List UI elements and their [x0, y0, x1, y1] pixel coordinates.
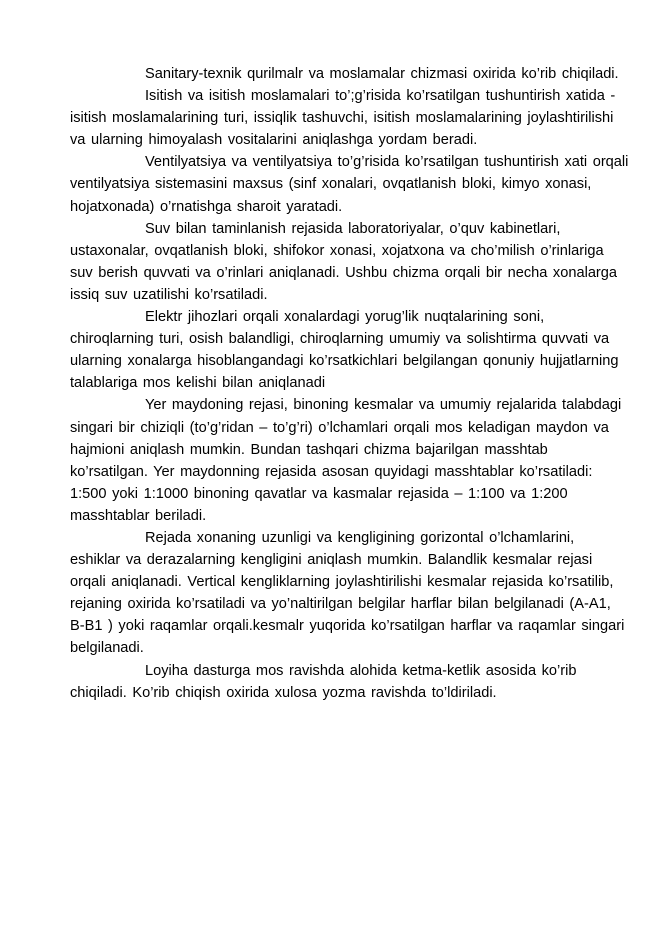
paragraph-sanitary: Sanitary-texnik qurilmalr va moslamalar chizmasi oxirida ko’rib chiqiladi.: [145, 66, 619, 82]
paragraph-water-supply: Suv bilan taminlanish rejasida laboratoriyalar, o’quv kabinetlari, ustaxonalar, ovqatlanish bloki, shifokor xonasi, xojatxona va cho’milish o’rinlariga suv berish quvvati va o’rinlari aniqlanadi. Ushbu chizma orqali bir necha xonalarga issiq suv uzatilishi ko’rsatiladi.: [70, 220, 618, 303]
paragraph-ventilation: Ventilyatsiya va ventilyatsiya to’g’risida ko’rsatilgan tushuntirish xati orqali ventilyatsiya sistemasini maxsus (sinf xonalari, ovqatlanish bloki, kimyo xonasi, hojatxonada) o’rnatishga sharoit yaratadi.: [70, 154, 629, 215]
document-page: [70, 63, 630, 704]
paragraph-project-review: Loyiha dasturga mos ravishda alohida ketma-ketlik asosida ko’rib chiqiladi. Ko’rib chiqish oxirida xulosa yozma ravishda to’ldiriladi.: [70, 662, 577, 701]
paragraph-site-plan: Yer maydoning rejasi, binoning kesmalar va umumiy rejalarida talabdagi singari bir chiziqli (to’g’ridan – to’g’ri) o’lchamlari orqali mos keladigan maydon va hajmioni aniqlash mumkin. Bundan tashqari chizma bajarilgan masshtab ko’rsatilgan. Yer maydonning rejasida asosan quyidagi masshtablar ko’rsatiladi: 1:500 yoki 1:1000 binoning qavatlar va kasmalar rejasida – 1:100 va 1:200 masshtablar beriladi.: [70, 397, 622, 524]
paragraph-heating: Isitish va isitish moslamalari to’;g’risida ko’rsatilgan tushuntirish xatida - isitish moslamalarining turi, issiqlik tashuvchi, isitish moslamalarining joylashtirilishi va ularning himoyalash vositalarini aniqlashga yordam beradi.: [70, 88, 616, 149]
paragraph-electrical: Elektr jihozlari orqali xonalardagi yorug’lik nuqtalarining soni, chiroqlarning turi, osish balandligi, chiroqlarning umumiy va solishtirma quvvati va ularning xonalarga hisoblangandagi ko’rsatkichlari belgilangan qonuniy hujjatlarning talablariga mos kelishi bilan aniqlanadi: [70, 309, 619, 392]
paragraph-room-plan: Rejada xonaning uzunligi va kengligining gorizontal o’lchamlarini, eshiklar va derazalarning kengligini aniqlash mumkin. Balandlik kesmalar rejasi orqali aniqlanadi. Vertical kengliklarning joylashtirilishi kesmalar rejasida ko’rsatilib, rejaning oxirida ko’rsatiladi va yo’naltirilgan belgilar harflar bilan belgilanadi (A-A1, B-B1 ) yoki raqamlar orqali.kesmalr yuqorida ko’rsatilgan harflar va raqamlar singari belgilanadi.: [70, 529, 625, 657]
